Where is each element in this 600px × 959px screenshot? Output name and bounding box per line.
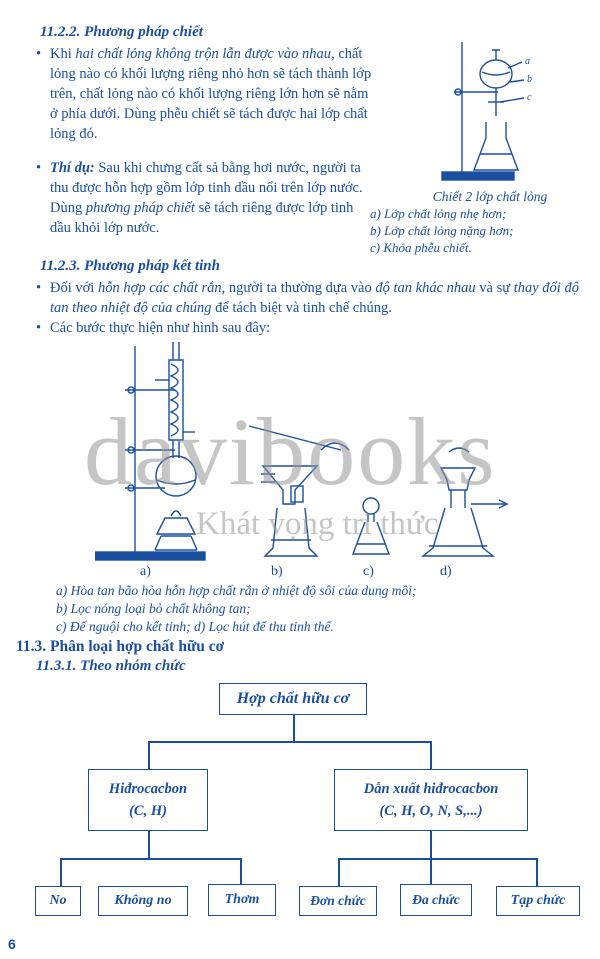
step-label-b: b)	[271, 564, 283, 579]
section-title-chiet: 11.2.2. Phương pháp chiết	[40, 24, 203, 40]
step-label-d: d)	[440, 564, 452, 579]
node-hidrocacbon-elements: (C, H)	[129, 803, 167, 819]
connector	[293, 713, 295, 741]
caption-step-b: b) Lọc nóng loại bỏ chất không tan;	[56, 601, 251, 616]
node-khong-no: Không no	[98, 886, 188, 916]
separatory-funnel-illustration	[440, 38, 580, 186]
node-dan-xuat-elements: (C, H, O, N, S,...)	[379, 803, 483, 819]
step-label-c: c)	[363, 564, 374, 579]
caption-step-a: a) Hòa tan bão hòa hỗn hợp chất rắn ở nhiệt độ sôi của dung môi;	[56, 583, 417, 598]
caption-step-cd: c) Để nguội cho kết tinh; d) Lọc hút để thu tinh thể.	[56, 619, 334, 634]
step-label-a: a)	[140, 564, 151, 579]
node-thom: Thơm	[208, 884, 276, 916]
watermark-brand: davibooks	[84, 398, 497, 505]
node-dan-xuat	[334, 769, 528, 831]
section-title-phan-loai: 11.3. Phân loại hợp chất hữu cơ	[16, 638, 225, 655]
connector	[430, 858, 432, 886]
connector	[60, 858, 62, 886]
label-c: c	[527, 92, 532, 103]
node-hidrocacbon-name: Hiđrocacbon	[108, 781, 188, 797]
node-hidrocacbon	[88, 769, 208, 831]
connector	[148, 741, 150, 769]
funnel-caption-title: Chiết 2 lớp chất lỏng	[432, 189, 548, 204]
watermark-slogan: Khát vọng tri thức	[196, 506, 439, 542]
subsection-title-nhom-chuc: 11.3.1. Theo nhóm chức	[36, 658, 186, 674]
connector	[430, 830, 432, 858]
page-number: 6	[8, 936, 16, 952]
node-tap-chuc: Tạp chức	[496, 886, 580, 916]
connector	[240, 858, 242, 886]
bullet-chiet-1: • Khi hai chất lỏng không trộn lẫn được vào nhau, chất lỏng nào có khối lượng riêng nhỏ hơn sẽ tách thành lớp trên, chất lỏng nào có khối lượng riêng lớn hơn sẽ nằm ở phía dưới. Dùng phễu chiết sẽ tách được hai lớp chất lỏng đó.	[36, 46, 372, 142]
funnel-caption-b: b) Lớp chất lỏng nặng hơn;	[370, 223, 514, 238]
bullet-dot: •	[36, 280, 42, 296]
connector	[430, 741, 432, 769]
node-no: No	[35, 886, 81, 916]
node-dan-xuat-name: Dẫn xuất hiđrocacbon	[363, 781, 499, 797]
funnel-caption	[370, 188, 590, 256]
node-don-chuc: Đơn chức	[299, 886, 377, 916]
crystallization-caption	[56, 582, 576, 636]
bullet-dot: •	[36, 46, 42, 62]
bullet-chiet-2: • Thí dụ: Sau khi chưng cất sả bằng hơi nước, người ta thu được hỗn hợp gồm lớp tinh dầu nổi trên lớp nước. Dùng phương pháp chiết sẽ tách riêng được lớp tinh dầu khỏi lớp nước.	[36, 160, 363, 236]
label-a: a	[525, 56, 530, 67]
funnel-caption-a: a) Lớp chất lỏng nhẹ hơn;	[370, 206, 507, 221]
connector	[338, 858, 536, 860]
node-da-chuc: Đa chức	[400, 884, 472, 916]
connector	[536, 858, 538, 886]
label-b: b	[527, 74, 532, 85]
node-root: Hợp chất hữu cơ	[219, 683, 367, 715]
section-title-ket-tinh: 11.2.3. Phương pháp kết tinh	[40, 258, 220, 274]
bullet-ket-tinh-1: • Đối với hỗn hợp các chất rắn, người ta thường dựa vào độ tan khác nhau và sự thay đổi độ tan theo nhiệt độ của chúng để tách biệt và tinh chế chúng.	[36, 280, 579, 316]
bullet-dot: •	[36, 320, 42, 336]
connector	[60, 858, 240, 860]
connector	[148, 830, 150, 858]
connector	[148, 741, 430, 743]
bullet-dot: •	[36, 160, 42, 176]
funnel-caption-c: c) Khóa phễu chiết.	[370, 240, 472, 255]
bullet-ket-tinh-2: • Các bước thực hiện như hình sau đây:	[36, 320, 271, 336]
connector	[338, 858, 340, 886]
